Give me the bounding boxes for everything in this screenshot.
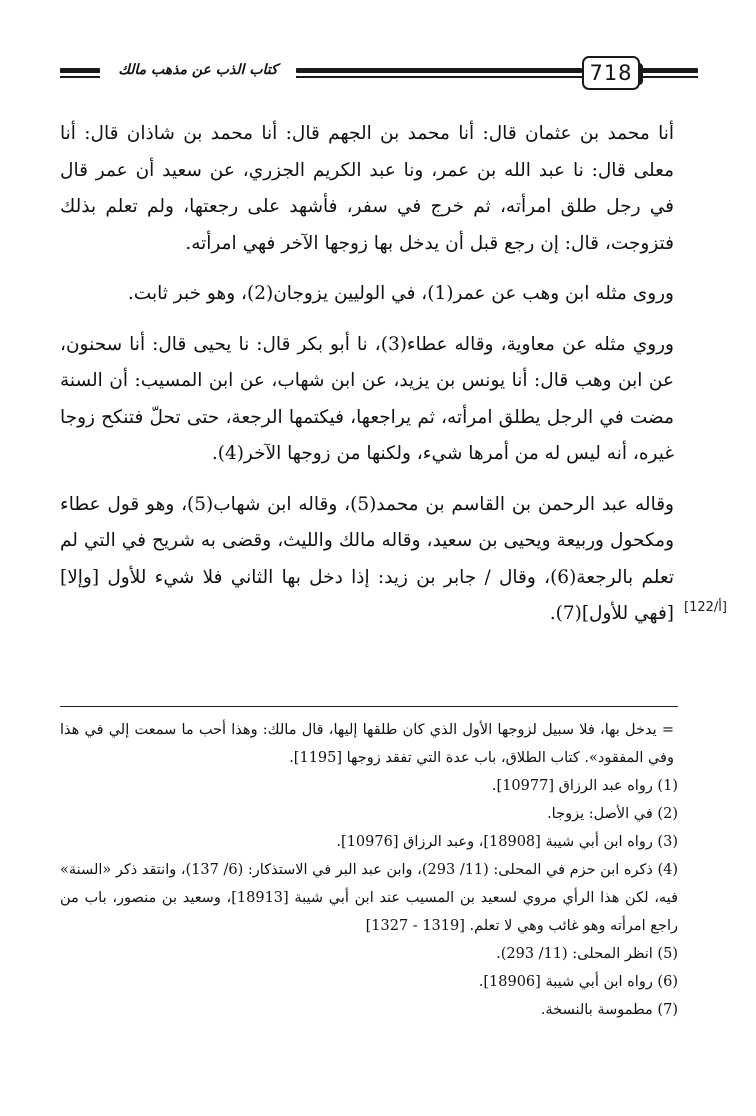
header-rule-middle-thin [296,76,582,78]
header-rule-right-thin [642,76,698,78]
footnote-separator [60,706,678,707]
paragraph: وقاله عبد الرحمن بن القاسم بن محمد(5)، وقاله ابن شهاب(5)، وهو قول عطاء ومكحول وربيعة ويحيى بن سعيد، وقاله مالك والليث، وقضى به شريح في التي لم تعلم بالرجعة(6)، وقال / جابر بن زيد: إذا دخل بها الثاني فلا شيء للأول [وإلا] [فهي للأول](7). [60,493,674,624]
manuscript-folio-marker: [122/أ] [684,600,727,615]
header-rule-right [642,68,698,73]
footnote-continuation: = يدخل بها، فلا سبيل لزوجها الأول الذي كان طلقها إليها، قال مالك: وهذا أحب ما سمعت إلي في هذا وفي المفقود». كتاب الطلاق، باب عدة التي تفقد زوجها [1195]. [60,722,674,766]
header-rule-left [60,68,100,73]
running-title: كتاب الذب عن مذهب مالك [118,62,278,78]
footnote-5: (5) انظر المحلى: (11/ 293). [496,946,678,962]
paragraph: وروي مثله عن معاوية، وقاله عطاء(3)، نا أبو بكر قال: نا يحيى قال: أنا سحنون، عن ابن وهب قال: أنا يونس بن يزيد، عن ابن شهاب، عن ابن المسيب: أن السنة مضت في الرجل يطلق امرأته، ثم يراجعها، فيكتمها الرجعة، حتى تحلّ فتنكح زوجا غيره، أنه ليس له من أمرها شيء، ولكنها من زوجها الآخر(4). [60,333,674,464]
footnote-2: (2) في الأصل: يزوجا. [547,806,678,822]
header-rule-middle [296,68,582,73]
footnotes [60,716,678,1024]
footnote-6: (6) رواه ابن أبي شيبة [18906]. [478,974,678,990]
footnote-4: (4) ذكره ابن حزم في المحلى: (11/ 293)، وابن عبد البر في الاستذكار: (6/ 137)، وانتقد ذكر «السنة» فيه، لكن هذا الرأي مروي لسعيد بن المسيب عند ابن أبي شيبة [18913]، وسعيد بن منصور، باب من راجع امرأته وهو غائب وهي لا تعلم. [1319 - 1327] [60,862,679,934]
footnote-1: (1) رواه عبد الرزاق [10977]. [491,778,678,794]
paragraph: وروى مثله ابن وهب عن عمر(1)، في الوليين يزوجان(2)، وهو خبر ثابت. [127,283,674,304]
footnote-3: (3) رواه ابن أبي شيبة [18908]، وعبد الرزاق [10976]. [336,834,678,850]
page-number: 718 [582,56,640,90]
paragraph: أنا محمد بن عثمان قال: أنا محمد بن الجهم قال: أنا محمد بن شاذان قال: أنا معلى قال: نا عبد الله بن عمر، ونا عبد الكريم الجزري، عن سعيد أن عمر قال في رجل طلق امرأته، ثم خرج في سفر، فأشهد على رجعتها، ولم تعلم بذلك فتزوجت، قال: إن رجع قبل أن يدخل بها زوجها الآخر فهي امرأته. [60,123,674,254]
header-rule-left-thin [60,76,100,78]
footnote-7: (7) مطموسة بالنسخة. [540,1002,678,1018]
main-text [60,116,674,633]
